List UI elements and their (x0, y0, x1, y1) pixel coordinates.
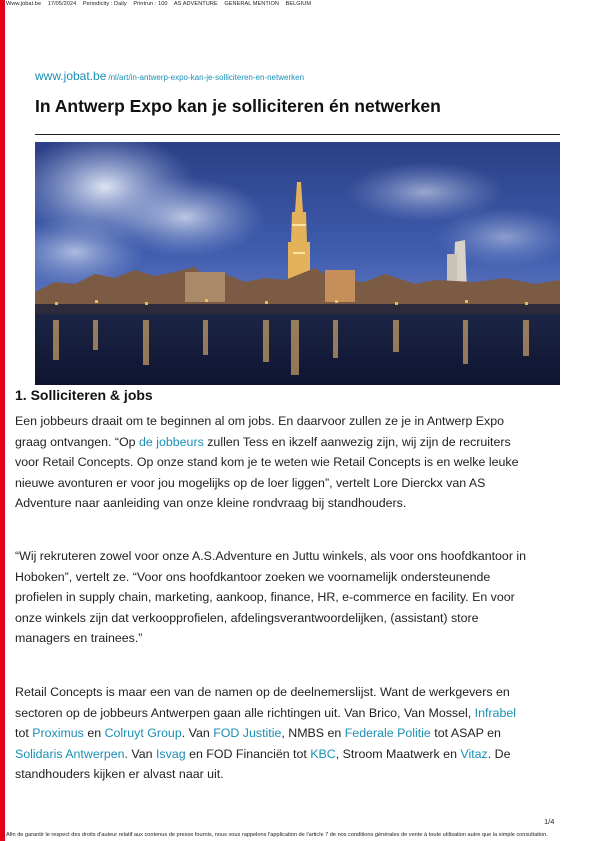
text-line: profielen in supply chain, marketing, aankoop, finance, HR, e-commerce en facility. En voor (15, 590, 515, 604)
link-kbc[interactable]: KBC (310, 746, 336, 761)
skyline-illustration (35, 142, 560, 385)
text-line: Een jobbeurs draait om te beginnen al om jobs. En daarvoor zullen ze je in Antwerp Expo (15, 414, 505, 428)
hero-image-antwerp-skyline (35, 142, 560, 385)
link-colruyt-group[interactable]: Colruyt Group (104, 726, 182, 740)
link-de-jobbeurs[interactable]: de jobbeurs (139, 434, 204, 449)
clipping-header (6, 1, 316, 7)
url-host[interactable]: www.jobat.be (35, 69, 107, 83)
section-heading: 1. Solliciteren & jobs (15, 387, 153, 403)
link-fod-justitie[interactable]: FOD Justitie (213, 726, 282, 740)
date: 17/05/2024 (47, 1, 77, 7)
url-path[interactable]: /nl/art/in-antwerp-expo-kan-je-solliciteren-en-netwerken (108, 73, 305, 82)
link-vitaz[interactable]: Vitaz (460, 746, 488, 761)
text-line: “Wij rekruteren zowel voor onze A.S.Adventure en Juttu winkels, als voor ons hoofdkantoor in (15, 549, 527, 563)
text-line: standhouders kijken er alvast naar uit. (15, 767, 224, 781)
link-solidaris-antwerpen[interactable]: Solidaris Antwerpen (15, 746, 125, 761)
copyright-footer: Afin de garantir le respect des droits d'auteur relatif aux contenus de presse fournis, nous vous rappelons l'application de l'article 7 de nos conditions générales de vente à toute utilisation autre que la simple consultation. (6, 832, 548, 838)
text-line: sectoren op de jobbeurs Antwerpen gaan alle richtingen uit. Van Brico, Van Mossel, Infrabel (15, 705, 516, 720)
text-line: Retail Concepts is maar een van de namen op de deelnemerslijst. Want de werkgevers en (15, 685, 510, 699)
title-divider (35, 134, 560, 135)
text-line: Adventure naar aanleiding van onze kleine rondvraag bij standhouders. (15, 496, 407, 510)
brand: AS ADVENTURE (173, 1, 218, 7)
country: BELGIUM (285, 1, 312, 7)
link-federale-politie[interactable]: Federale Politie (344, 726, 431, 740)
text-line: voor Retail Concepts. Op onze stand kom je te weten wie Retail Concepts is en welke leuke (15, 455, 519, 469)
source-name: Www.jobat.be (6, 1, 42, 7)
left-red-bar (0, 0, 5, 841)
text-line: onze winkels zijn dat verkoopprofielen, afdelingsverantwoordelijken, (assistant) store (15, 610, 479, 625)
periodicity: Periodicity : Daily (82, 1, 127, 7)
article-title: In Antwerp Expo kan je solliciteren én netwerken (35, 96, 441, 116)
text-line: managers en trainees.” (15, 631, 143, 645)
text-line: graag ontvangen. “Op de jobbeurs zullen Tess en ikzelf aanwezig zijn, wij zijn de recruiters (15, 434, 511, 449)
text-line: tot Proximus en Colruyt Group. Van FOD Justitie, NMBS en Federale Politie tot ASAP en (15, 726, 501, 740)
paragraph-2 (15, 546, 575, 649)
printrun: Printrun : 100 (133, 1, 168, 7)
text-line: Solidaris Antwerpen. Van Isvag en FOD Financiën tot KBC, Stroom Maatwerk en Vitaz. De (15, 746, 511, 761)
paragraph-1 (15, 411, 575, 514)
link-infrabel[interactable]: Infrabel (474, 705, 516, 720)
text-line: Hoboken”, vertelt ze. “Voor ons hoofdkantoor zoeken we voornamelijk ondersteunende (15, 569, 491, 584)
link-proximus[interactable]: Proximus (32, 726, 84, 740)
mention: GENERAL MENTION (224, 1, 279, 7)
page-number: 1/4 (544, 817, 555, 826)
text-line: nieuwe avonturen er voor jou mogelijks op de loer liggen”, vertelt Lore Dierckx van AS (15, 475, 486, 490)
paragraph-3 (15, 682, 575, 785)
link-isvag[interactable]: Isvag (155, 746, 186, 761)
article-url[interactable] (35, 67, 304, 85)
